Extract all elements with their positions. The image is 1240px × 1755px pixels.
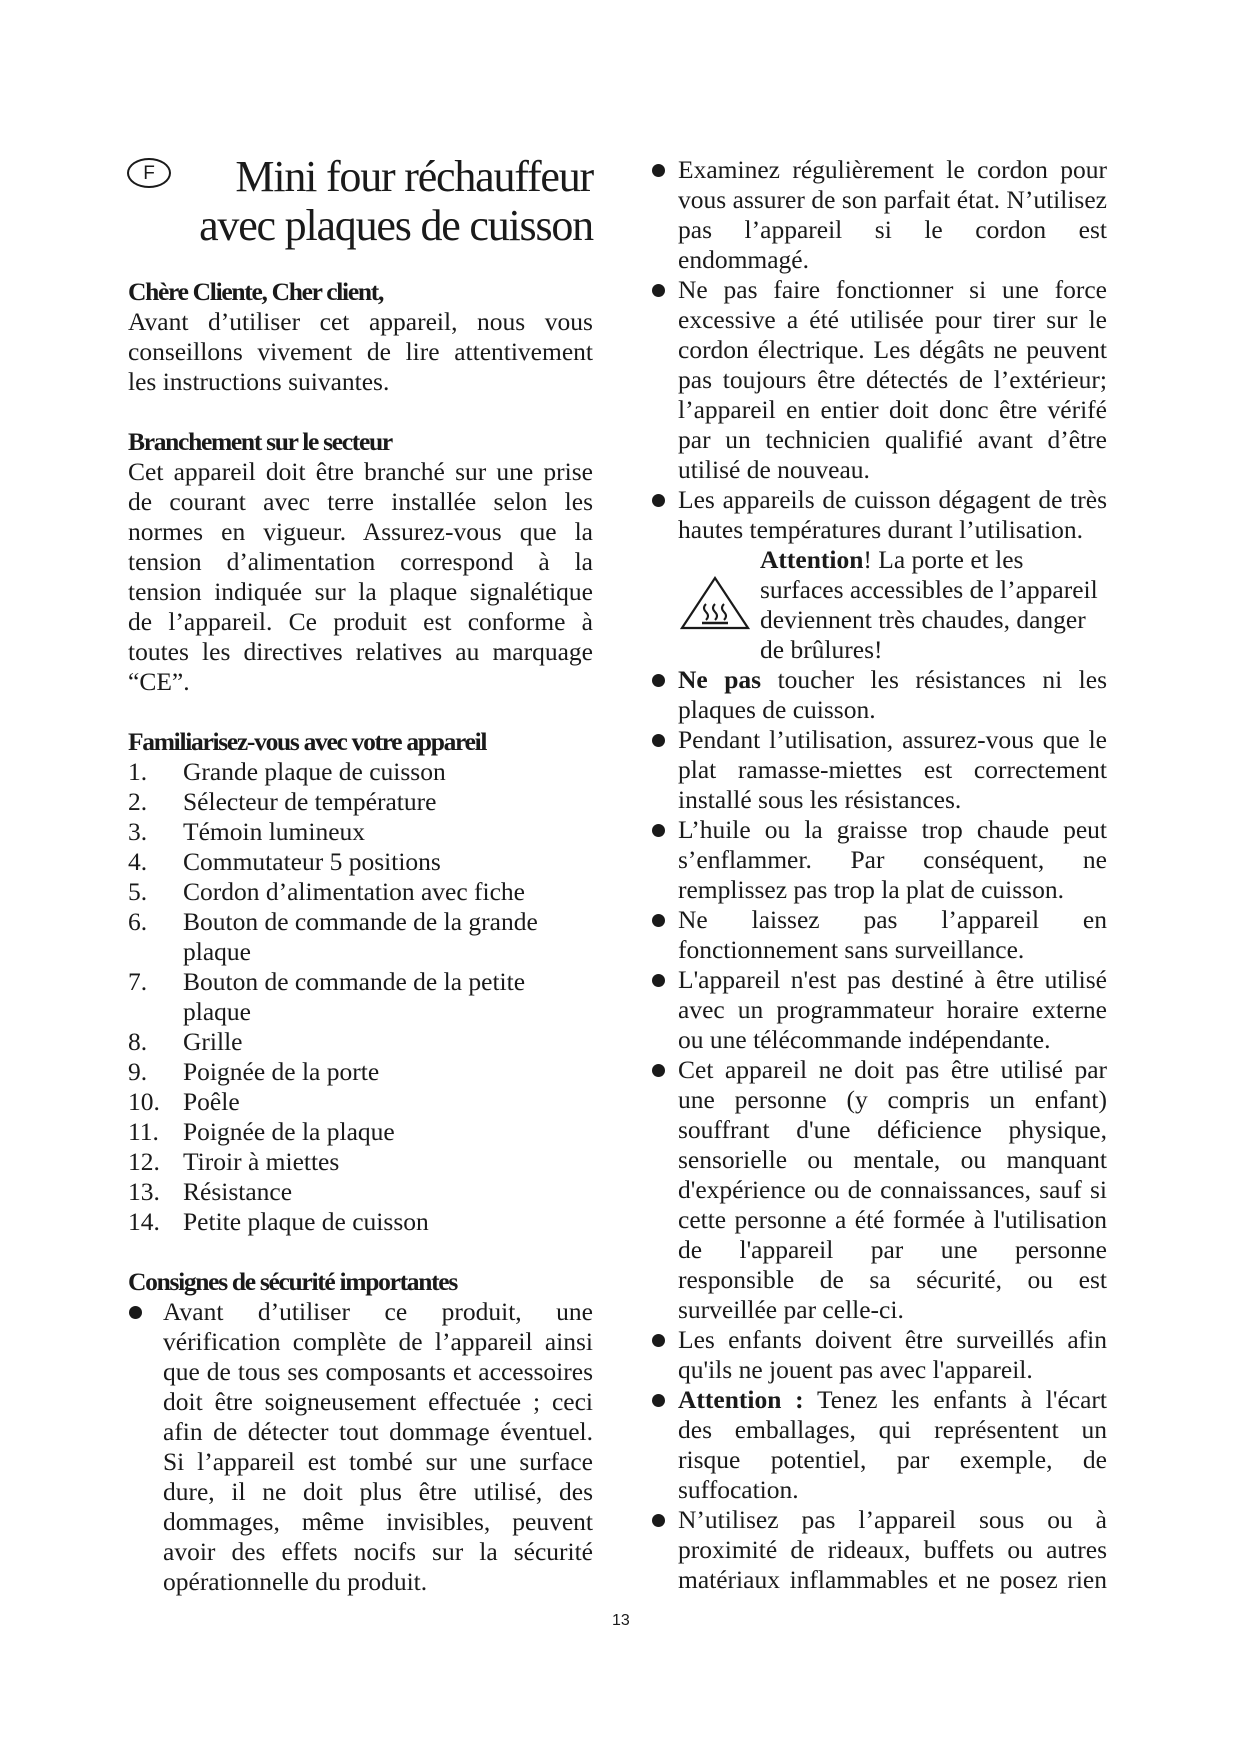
- line-text: Témoin lumineux: [183, 817, 366, 846]
- line-text: Sélecteur de température: [183, 787, 437, 816]
- line-text: cette personne a été formée à l'utilisation: [678, 1205, 1107, 1234]
- list-number: 9.: [128, 1057, 148, 1086]
- line-text: Ne pas toucher les résistances ni les: [678, 665, 1107, 694]
- list-item: [128, 757, 593, 787]
- bullet-item: [651, 815, 1107, 905]
- bullet-item: [651, 1385, 1107, 1505]
- text-line: [128, 1027, 593, 1057]
- text-line: [128, 1087, 593, 1117]
- list-item: [128, 817, 593, 847]
- text-line: [128, 817, 593, 847]
- line-text: Bouton de commande de la grande: [183, 907, 538, 936]
- text-line: [128, 1477, 593, 1507]
- line-text: souffrant d'une déficience physique,: [678, 1115, 1107, 1144]
- text-line: [651, 365, 1107, 395]
- list-item: [128, 847, 593, 877]
- line-text: Les appareils de cuisson dégagent de très: [678, 485, 1107, 514]
- line-text: avoir des effets nocifs sur la sécurité: [163, 1537, 593, 1566]
- line-text: Ne laissez pas l’appareil en: [678, 905, 1107, 934]
- line-text: cordon électrique. Les dégâts ne peuvent: [678, 335, 1107, 364]
- bullet-item: [651, 725, 1107, 815]
- text-line: [128, 1057, 593, 1087]
- text-line: [651, 485, 1107, 515]
- line-text: s’enflammer. Par conséquent, ne: [678, 845, 1107, 874]
- line-text: Poêle: [183, 1087, 240, 1116]
- line-text: suffocation.: [678, 1475, 799, 1504]
- list-number: 7.: [128, 967, 148, 996]
- text-line: [128, 1207, 593, 1237]
- text-line: [651, 1235, 1107, 1265]
- list-number: 12.: [128, 1147, 160, 1176]
- list-item: [128, 1177, 593, 1207]
- section-heading: [128, 1267, 593, 1297]
- line-text: Familiarisez-vous avec votre appareil: [128, 727, 487, 756]
- text-line: [128, 787, 593, 817]
- bullet-item: [651, 485, 1107, 545]
- list-item: [128, 1147, 593, 1177]
- section-heading: [128, 277, 593, 307]
- line-text: plat ramasse-miettes est correctement: [678, 755, 1107, 784]
- language-badge-f: F: [127, 158, 171, 188]
- text-line: [651, 1265, 1107, 1295]
- list-item: [128, 1117, 593, 1147]
- line-text: plaques de cuisson.: [678, 695, 876, 724]
- text-line: [651, 1355, 1107, 1385]
- line-text: Tiroir à miettes: [183, 1147, 340, 1176]
- text-line: [651, 1475, 1107, 1505]
- bullet-item: [128, 1297, 593, 1597]
- line-text: Les enfants doivent être surveillés afin: [678, 1325, 1107, 1354]
- left-column: [128, 277, 593, 1597]
- line-text: une personne (y compris un enfant): [678, 1085, 1107, 1114]
- spacer: [128, 1237, 593, 1267]
- bullet-item: [651, 965, 1107, 1055]
- list-number: 6.: [128, 907, 148, 936]
- line-text: Grande plaque de cuisson: [183, 757, 446, 786]
- text-line: [128, 637, 593, 667]
- text-line: [128, 1387, 593, 1417]
- line-text: Pendant l’utilisation, assurez-vous que le: [678, 725, 1107, 754]
- line-text: utilisé de nouveau.: [678, 455, 870, 484]
- text-line: [128, 937, 593, 967]
- text-line: [651, 785, 1107, 815]
- line-text: Avant d’utiliser ce produit, une: [163, 1297, 593, 1326]
- list-number: 3.: [128, 817, 148, 846]
- text-line: [128, 517, 593, 547]
- text-line: [651, 815, 1107, 845]
- line-text: ou une télécommande indépendante.: [678, 1025, 1051, 1054]
- text-line: [651, 1145, 1107, 1175]
- bullet-item: [651, 275, 1107, 485]
- list-item: [128, 1207, 593, 1237]
- line-text: des emballages, qui représentent un: [678, 1415, 1107, 1444]
- line-text: Branchement sur le secteur: [128, 427, 392, 456]
- text-line: [128, 1177, 593, 1207]
- line-text: de l’appareil. Ce produit est conforme à: [128, 607, 593, 636]
- line-text: hautes températures durant l’utilisation.: [678, 515, 1084, 544]
- hot-surface-warning-icon: [680, 576, 750, 630]
- spacer: [128, 397, 593, 427]
- text-line: [651, 1385, 1107, 1415]
- text-line: [651, 275, 1107, 305]
- list-item: [128, 1057, 593, 1087]
- paragraph: [128, 307, 593, 397]
- text-line: [651, 875, 1107, 905]
- line-text: “CE”.: [128, 667, 190, 696]
- line-text: Résistance: [183, 1177, 293, 1206]
- text-line: [651, 215, 1107, 245]
- line-text: endommagé.: [678, 245, 809, 274]
- text-line: [651, 1415, 1107, 1445]
- line-text: afin de détecter tout dommage éventuel.: [163, 1417, 593, 1446]
- line-text: Cet appareil ne doit pas être utilisé par: [678, 1055, 1107, 1084]
- text-line: [651, 1115, 1107, 1145]
- text-line: [128, 337, 593, 367]
- line-text: de l'appareil par une personne: [678, 1235, 1107, 1264]
- line-text: de courant avec terre installée selon les: [128, 487, 593, 516]
- text-line: [651, 935, 1107, 965]
- text-line: [651, 455, 1107, 485]
- line-text: normes en vigueur. Assurez-vous que la: [128, 517, 593, 546]
- text-line: [651, 425, 1107, 455]
- line-text: Examinez régulièrement le cordon pour: [678, 155, 1107, 184]
- text-line: [128, 757, 593, 787]
- list-number: 8.: [128, 1027, 148, 1056]
- text-line: [651, 755, 1107, 785]
- line-text: conseillons vivement de lire attentivement: [128, 337, 593, 366]
- line-text: pas toujours être détectés de l’extérieur;: [678, 365, 1107, 394]
- text-line: [128, 997, 593, 1027]
- line-text: opérationnelle du produit.: [163, 1567, 428, 1596]
- text-line: [651, 1325, 1107, 1355]
- line-text: N’utilisez pas l’appareil sous ou à: [678, 1505, 1107, 1534]
- list-item: [128, 907, 593, 967]
- bold-text: Attention: [760, 545, 864, 574]
- line-text: par un technicien qualifié avant d’être: [678, 425, 1107, 454]
- list-number: 10.: [128, 1087, 160, 1116]
- text-line: [651, 695, 1107, 725]
- bold-text: Ne pas: [678, 665, 762, 694]
- text-line: [651, 155, 1107, 185]
- line-text: d'expérience ou de connaissances, sauf si: [678, 1175, 1107, 1204]
- text-line: [128, 607, 593, 637]
- list-number: 11.: [128, 1117, 159, 1146]
- bullet-item: [651, 665, 1107, 725]
- line-text: qu'ils ne jouent pas avec l'appareil.: [678, 1355, 1033, 1384]
- text-line: [651, 1295, 1107, 1325]
- page-title: [180, 152, 593, 250]
- text-line: [128, 487, 593, 517]
- list-item: [128, 787, 593, 817]
- bullet-item: [651, 155, 1107, 275]
- list-item: [128, 877, 593, 907]
- text-line: [651, 1535, 1107, 1565]
- line-text: deviennent très chaudes, danger: [760, 605, 1086, 634]
- bullet-item: [651, 1055, 1107, 1325]
- line-text: matériaux inflammables et ne posez rien: [678, 1565, 1107, 1594]
- line-text: Bouton de commande de la petite: [183, 967, 526, 996]
- text-line: [651, 545, 1107, 575]
- bold-text: Attention :: [678, 1385, 804, 1414]
- line-text: Cordon d’alimentation avec fiche: [183, 877, 525, 906]
- text-line: [128, 1357, 593, 1387]
- text-line: [651, 665, 1107, 695]
- text-line: [651, 305, 1107, 335]
- line-text: L'appareil n'est pas destiné à être utilisé: [678, 965, 1107, 994]
- line-text: doit être soigneusement effectuée ; ceci: [163, 1387, 593, 1416]
- right-column: [651, 155, 1107, 1595]
- list-number: 14.: [128, 1207, 160, 1236]
- line-text: Attention! La porte et les: [760, 545, 1024, 574]
- line-text: Poignée de la plaque: [183, 1117, 395, 1146]
- text-line: [128, 1567, 593, 1597]
- text-line: [128, 1297, 593, 1327]
- line-text: tension indiquée sur la plaque signalétique: [128, 577, 593, 606]
- page-number: 13: [612, 1612, 630, 1629]
- text-line: [651, 1565, 1107, 1595]
- line-text: responsible de sa sécurité, ou est: [678, 1265, 1107, 1294]
- text-line: [128, 1117, 593, 1147]
- line-text: l’appareil en entier doit donc être vérifé: [678, 395, 1107, 424]
- list-item: [128, 1027, 593, 1057]
- text-line: [128, 877, 593, 907]
- list-item: [128, 967, 593, 1027]
- text-line: [651, 1085, 1107, 1115]
- text-line: [651, 1205, 1107, 1235]
- line-text: plaque: [183, 997, 251, 1026]
- text-line: [128, 307, 593, 337]
- text-line: [651, 185, 1107, 215]
- list-number: 13.: [128, 1177, 160, 1206]
- text-line: [128, 667, 593, 697]
- text-line: [651, 965, 1107, 995]
- line-text: sensorielle ou mentale, ou manquant: [678, 1145, 1107, 1174]
- text-line: [128, 547, 593, 577]
- text-line: [128, 1327, 593, 1357]
- line-text: Petite plaque de cuisson: [183, 1207, 429, 1236]
- text-line: [128, 1417, 593, 1447]
- line-text: toutes les directives relatives au marquage: [128, 637, 593, 666]
- line-text: Cet appareil doit être branché sur une prise: [128, 457, 593, 486]
- section-heading: [128, 727, 593, 757]
- line-text: L’huile ou la graisse trop chaude peut: [678, 815, 1107, 844]
- line-text: remplissez pas trop la plat de cuisson.: [678, 875, 1064, 904]
- text-line: [651, 995, 1107, 1025]
- text-line: [128, 1537, 593, 1567]
- line-text: Si l’appareil est tombé sur une surface: [163, 1447, 593, 1476]
- line-text: de brûlures!: [760, 635, 883, 664]
- section-heading: [128, 427, 593, 457]
- text-line: [651, 395, 1107, 425]
- line-text: que de tous ses composants et accessoires: [163, 1357, 593, 1386]
- text-line: [128, 577, 593, 607]
- bullet-item: [651, 1505, 1107, 1595]
- line-text: dommages, même invisibles, peuvent: [163, 1507, 593, 1536]
- text-line: [651, 635, 1107, 665]
- line-text: Ne pas faire fonctionner si une force: [678, 275, 1107, 304]
- bullet-item: [651, 905, 1107, 965]
- text-line: [651, 1175, 1107, 1205]
- line-text: proximité de rideaux, buffets ou autres: [678, 1535, 1107, 1564]
- line-text: installé sous les résistances.: [678, 785, 962, 814]
- line-text: risque potentiel, par exemple, de: [678, 1445, 1107, 1474]
- spacer: [128, 697, 593, 727]
- list-item: [128, 1087, 593, 1117]
- line-text: Grille: [183, 1027, 243, 1056]
- list-number: 1.: [128, 757, 148, 786]
- text-line: [651, 1445, 1107, 1475]
- line-text: les instructions suivantes.: [128, 367, 390, 396]
- line-text: tension d’alimentation correspond à la: [128, 547, 593, 576]
- text-line: [651, 245, 1107, 275]
- text-line: [128, 457, 593, 487]
- line-text: Commutateur 5 positions: [183, 847, 441, 876]
- line-text: Chère Cliente, Cher client,: [128, 277, 384, 306]
- text-line: [128, 1507, 593, 1537]
- line-text: dure, il ne doit plus être utilisé, des: [163, 1477, 593, 1506]
- text-line: [651, 1505, 1107, 1535]
- bullet-item: [651, 1325, 1107, 1385]
- line-text: vous assurer de son parfait état. N’utilisez: [678, 185, 1107, 214]
- line-text: plaque: [183, 937, 251, 966]
- line-text: Attention : Tenez les enfants à l'écart: [678, 1385, 1108, 1414]
- paragraph: [128, 457, 593, 697]
- line-text: Avant d’utiliser cet appareil, nous vous: [128, 307, 593, 336]
- text-line: [651, 845, 1107, 875]
- line-text: excessive a été utilisée pour tirer sur le: [678, 305, 1107, 334]
- line-text: vérification complète de l’appareil ainsi: [163, 1327, 593, 1356]
- text-line: [128, 1147, 593, 1177]
- line-text: pas l’appareil si le cordon est: [678, 215, 1107, 244]
- text-line: [651, 905, 1107, 935]
- title-line-2: avec plaques de cuisson: [199, 201, 593, 250]
- list-number: 5.: [128, 877, 148, 906]
- line-text: surfaces accessibles de l’appareil: [760, 575, 1098, 604]
- line-text: avec un programmateur horaire externe: [678, 995, 1107, 1024]
- line-text: Poignée de la porte: [183, 1057, 380, 1086]
- text-line: [651, 725, 1107, 755]
- text-line: [651, 1025, 1107, 1055]
- title-line-1: Mini four réchauffeur: [235, 152, 593, 201]
- line-text: surveillée par celle-ci.: [678, 1295, 904, 1324]
- text-line: [651, 335, 1107, 365]
- text-line: [651, 1055, 1107, 1085]
- text-line: [128, 847, 593, 877]
- line-text: fonctionnement sans surveillance.: [678, 935, 1025, 964]
- text-line: [128, 907, 593, 937]
- text-line: [128, 967, 593, 997]
- text-line: [128, 1447, 593, 1477]
- line-text: Consignes de sécurité importantes: [128, 1267, 457, 1296]
- list-number: 2.: [128, 787, 148, 816]
- list-number: 4.: [128, 847, 148, 876]
- text-line: [651, 515, 1107, 545]
- text-line: [128, 367, 593, 397]
